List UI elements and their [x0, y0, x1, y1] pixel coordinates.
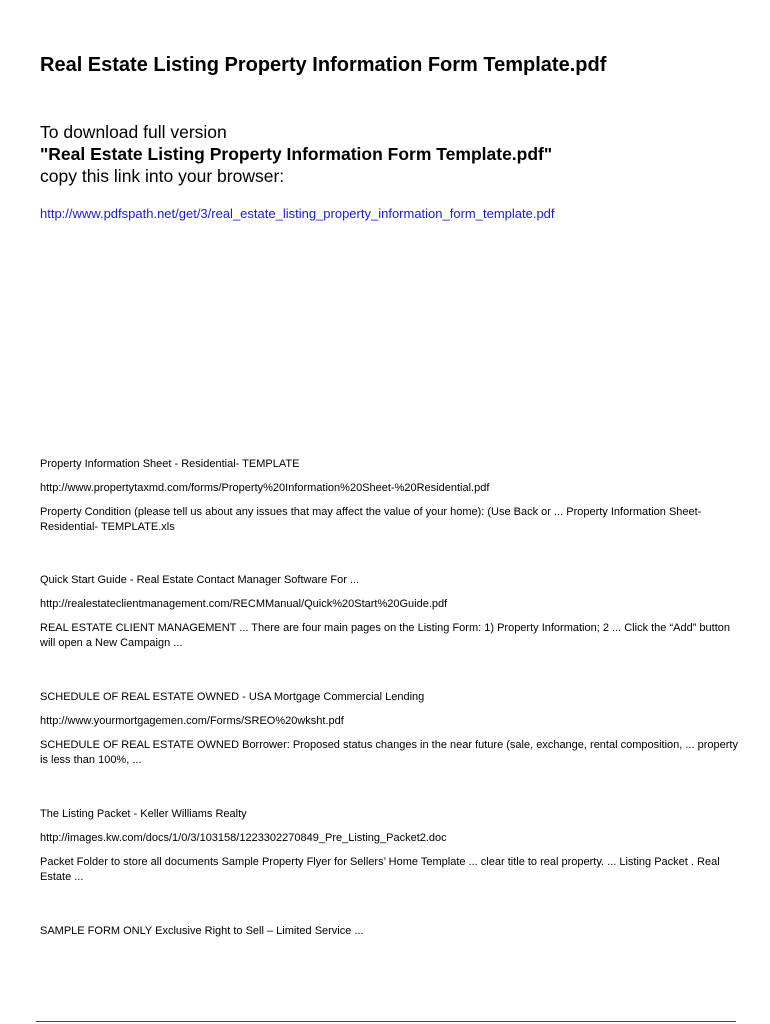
result-snippet: Packet Folder to store all documents Sample Property Flyer for Sellers’ Home Template ... clear title to real property. ... Listing Packet . Real Estate ...	[40, 856, 720, 883]
download-link[interactable]: http://www.pdfspath.net/get/3/real_estate_listing_property_information_form_template.pdf	[40, 206, 555, 221]
result-url: http://images.kw.com/docs/1/0/3/103158/1223302270849_Pre_Listing_Packet2.doc	[40, 832, 447, 844]
result-entry	[40, 573, 740, 651]
result-snippet: REAL ESTATE CLIENT MANAGEMENT ... There are four main pages on the Listing Form: 1) Property Information; 2 ... Click the “Add” button will open a New Campaign ...	[40, 622, 731, 649]
result-entry	[40, 690, 740, 768]
instructions-line-3: copy this link into your browser:	[40, 166, 285, 186]
result-title: Quick Start Guide - Real Estate Contact Manager Software For ...	[40, 574, 360, 586]
result-url: http://www.propertytaxmd.com/forms/Property%20Information%20Sheet-%20Residential.pdf	[40, 482, 490, 494]
download-instructions	[40, 121, 552, 187]
result-title: Property Information Sheet - Residential- TEMPLATE	[40, 458, 300, 470]
result-title: The Listing Packet - Keller Williams Realty	[40, 808, 247, 820]
result-snippet: Property Condition (please tell us about any issues that may affect the value of your home): (Use Back or ... Property Information Sheet- Residential- TEMPLATE.xls	[40, 506, 702, 533]
result-entry	[40, 807, 740, 885]
result-entry	[40, 924, 740, 939]
document-title: Real Estate Listing Property Information Form Template.pdf	[40, 54, 607, 76]
result-url: http://www.yourmortgagemen.com/Forms/SREO%20wksht.pdf	[40, 715, 344, 727]
page-divider	[36, 1021, 736, 1022]
instructions-line-1: To download full version	[40, 122, 227, 142]
result-entry	[40, 457, 740, 535]
instructions-file-name: "Real Estate Listing Property Information Form Template.pdf"	[40, 144, 553, 164]
result-url: http://realestateclientmanagement.com/RECMManual/Quick%20Start%20Guide.pdf	[40, 598, 448, 610]
result-snippet: SCHEDULE OF REAL ESTATE OWNED Borrower: Proposed status changes in the near future (sale, exchange, rental composition, ... property is less than 100%, ...	[40, 739, 738, 766]
result-title: SCHEDULE OF REAL ESTATE OWNED - USA Mortgage Commercial Lending	[40, 691, 425, 703]
result-title: SAMPLE FORM ONLY Exclusive Right to Sell – Limited Service ...	[40, 925, 364, 937]
